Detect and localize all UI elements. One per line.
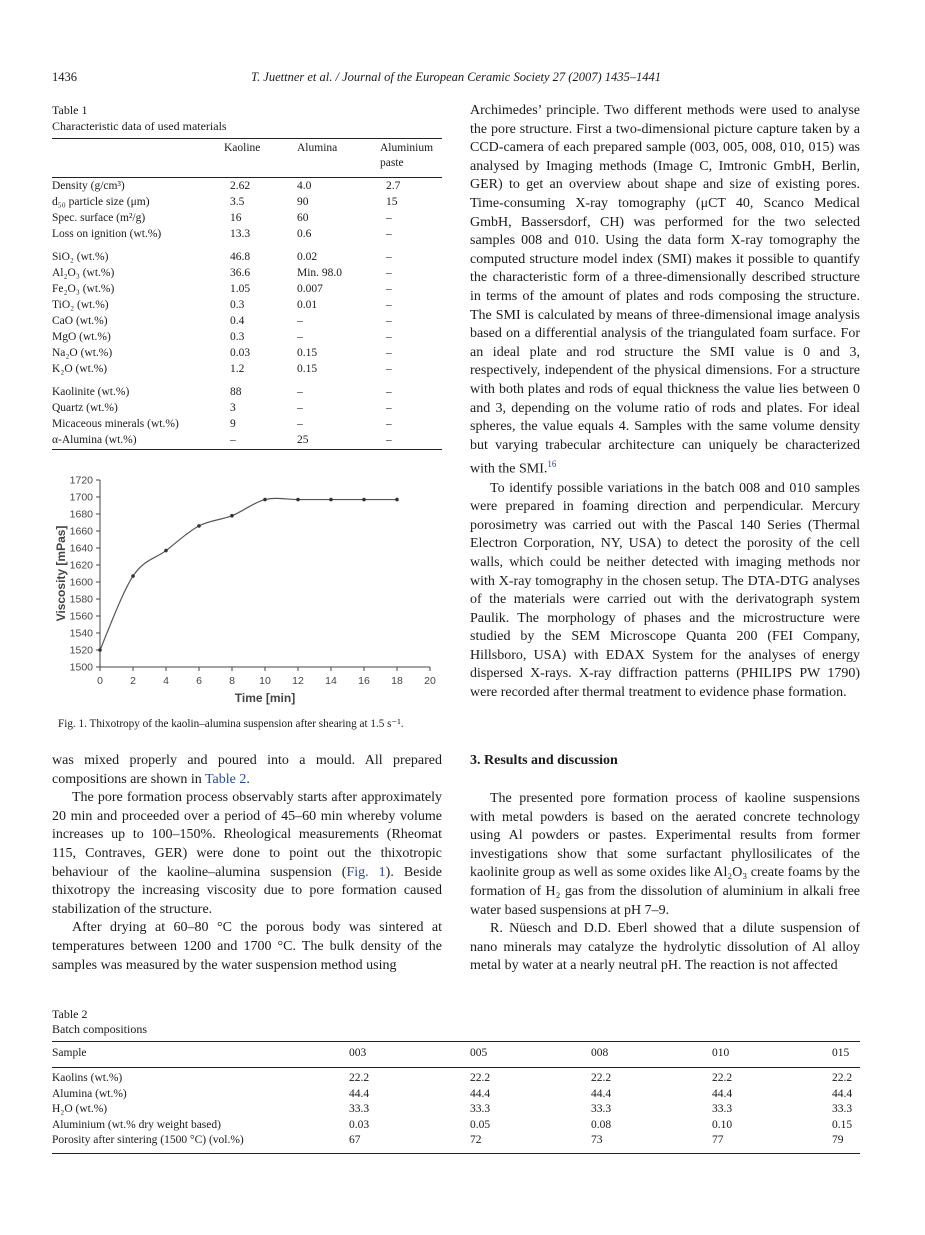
table2-caption: Batch compositions [52, 1022, 147, 1036]
table1-cell: 1.05 [230, 283, 251, 295]
right-column-text-2 [470, 790, 860, 976]
table1-row-label: SiO₂ (wt.%) [52, 251, 109, 263]
table2-row-label: Porosity after sintering (1500 °C) (vol.%) [52, 1134, 244, 1146]
table2-cell: 44.4 [591, 1087, 612, 1100]
table1-row-label: Fe₂O₃ (wt.%) [52, 283, 115, 295]
table1-caption-block [52, 102, 227, 134]
table2-link[interactable]: Table 2 [204, 771, 247, 787]
table2-row-label: Kaolins (wt.%) [52, 1072, 123, 1084]
paragraph-text: was mixed properly and poured into a mould. All prepared compositions are shown in [52, 753, 442, 787]
table1-cell: 46.8 [230, 251, 251, 263]
table1-cell: – [230, 434, 236, 446]
table1-row-label: TiO₂ (wt.%) [52, 299, 109, 311]
table1-col-header: Kaoline [224, 142, 261, 154]
paragraph-text: The pore formation process observably starts after approximately 20 min and proceeded over a period of 45–60 min whereby volume increases up to 100–150%. Rheological measurements (Rheomat 115, Contraves, GER) were done to point out the thixotropic behaviour of the kaoline–alumina suspension ( [52, 790, 442, 880]
table1-header-row [52, 142, 442, 158]
table1-row-label: MgO (wt.%) [52, 331, 111, 343]
x-tick-label: 14 [325, 675, 337, 687]
table1-cell: 0.007 [297, 283, 323, 295]
table2-label: Table 2 [52, 1007, 88, 1021]
viscosity-series-line [100, 498, 397, 650]
table1-row-label: Kaolinite (wt.%) [52, 386, 130, 398]
table2-row-label: Alumina (wt.%) [52, 1087, 127, 1100]
table1-row-label: K₂O (wt.%) [52, 363, 108, 375]
table1-cell: – [386, 402, 392, 414]
table1-row [52, 331, 442, 347]
table1-cell: 0.03 [230, 347, 251, 359]
table2-cell: 33.3 [591, 1103, 612, 1115]
table2-cell: 44.4 [712, 1087, 733, 1100]
table1-cell: – [386, 386, 392, 398]
table2-row [52, 1072, 860, 1088]
fig1-link[interactable]: Fig. 1 [346, 864, 386, 880]
table2-cell: 22.2 [470, 1072, 491, 1084]
table1-cell: – [386, 363, 392, 375]
table1-cell: 0.6 [297, 228, 312, 240]
table1-cell: – [297, 315, 303, 327]
x-tick-label: 10 [259, 675, 271, 687]
x-axis-label: Time [min] [234, 691, 296, 705]
table1-row-label: Na₂O (wt.%) [52, 347, 113, 359]
table1-cell: 9 [230, 418, 236, 430]
reference-link[interactable]: 16 [547, 459, 557, 470]
table2-cell: 33.3 [712, 1103, 733, 1115]
paragraph: R. Nüesch and D.D. Eberl showed that a dilute suspension of nano minerals may catalyze the hydrolytic dissolution of Al alloy metal by water at a nearly neutral pH. The reaction is not affected [470, 921, 860, 974]
table1-cell: 88 [230, 386, 242, 398]
table1-bottom-rule [52, 449, 442, 450]
table1-cell: 2.62 [230, 180, 251, 192]
table1-cell: – [386, 283, 392, 295]
table1-row [52, 251, 442, 267]
data-point [131, 574, 135, 578]
table1-cell: 0.3 [230, 331, 245, 343]
table2-col-header: 010 [712, 1047, 730, 1059]
x-tick-label: 18 [391, 675, 403, 687]
table2-cell: 0.08 [591, 1118, 612, 1131]
table1-row-label: Spec. surface (m²/g) [52, 212, 146, 224]
table1-cell: 1.2 [230, 363, 245, 375]
y-tick-label: 1560 [69, 610, 93, 623]
table1-cell: 0.02 [297, 251, 318, 263]
table1-col-header: Aluminium [380, 142, 434, 154]
data-point [197, 524, 201, 528]
table1-row-label: CaO (wt.%) [52, 315, 108, 327]
y-tick-label: 1720 [69, 474, 93, 487]
table1-header-rule [52, 177, 442, 178]
x-tick-label: 16 [358, 675, 370, 687]
table1-cell: 0.01 [297, 299, 318, 311]
table1-cell: 3 [230, 402, 236, 414]
table1-row [52, 434, 442, 450]
table1-col-header: paste [380, 157, 404, 169]
table1-cell: – [386, 418, 392, 430]
paragraph [470, 102, 860, 480]
paragraph: To identify possible variations in the batch 008 and 010 samples were prepared in foaming direction and perpendicular. Mercury porosimetry was carried out with the Pascal 140 Series (Thermal Electron Corporation, NY, USA) to detect the porosity of the cell walls, which could be neither detected with imaging methods nor with X-ray tomography in the chosen setup. The DTA-DTG analyses of the materials were carried out with the derivatograph system Paulik. The morphology of phases and the microstructure were studied by the SEM Microscope Quanta 200 (FEI Company, Hillsboro, USA) with EDAX System for the analyses of energy dispersed X-rays. X-ray diffraction patterns (PHILIPS PW 1790) were recorded after thermal treatment to evidence phase formation. [470, 480, 860, 701]
table1-col-header: Alumina [297, 142, 338, 154]
table2-row-label: H₂O (wt.%) [52, 1103, 108, 1115]
table1-row [52, 363, 442, 379]
y-tick-label: 1700 [69, 491, 93, 504]
table2-cell: 22.2 [591, 1072, 612, 1084]
table2-top-rule [52, 1041, 860, 1042]
table2-cell: 79 [832, 1134, 844, 1146]
table2-cell: 22.2 [712, 1072, 733, 1084]
table2-cell: 44.4 [349, 1087, 370, 1100]
table2-cell: 22.2 [349, 1072, 370, 1084]
x-tick-label: 4 [163, 675, 169, 687]
table1-row [52, 212, 442, 228]
table1-row [52, 299, 442, 315]
table2-row [52, 1088, 860, 1104]
running-citation: T. Juettner et al. / Journal of the European Ceramic Society 27 (2007) 1435–1441 [251, 70, 661, 84]
data-point [164, 549, 168, 553]
table2-row [52, 1134, 860, 1150]
table1-cell: 3.5 [230, 196, 245, 208]
x-tick-label: 0 [97, 675, 103, 687]
table2-cell: 67 [349, 1134, 361, 1146]
table1-row [52, 180, 442, 196]
table2-bottom-rule [52, 1153, 860, 1154]
table2-cell: 72 [470, 1134, 482, 1146]
table1-cell: – [297, 386, 303, 398]
table1-cell: 15 [386, 196, 398, 208]
table2-col-header: 005 [470, 1047, 488, 1059]
table1-row-label: d₅₀ particle size (μm) [52, 196, 150, 208]
table1-cell: – [386, 251, 392, 263]
y-axis-label: Viscosity [mPas] [54, 525, 68, 622]
table1-row [52, 315, 442, 331]
data-point [362, 498, 366, 502]
table1-cell: 60 [297, 212, 309, 224]
data-point [263, 498, 267, 502]
table1-cell: – [297, 331, 303, 343]
table1-row [52, 267, 442, 283]
table2-col-header: 015 [832, 1047, 850, 1059]
table1-row-label: Density (g/cm³) [52, 180, 125, 192]
table1-cell: 13.3 [230, 228, 251, 240]
table1-cell: 2.7 [386, 180, 401, 192]
table1-cell: – [297, 402, 303, 414]
table1-row-label: α-Alumina (wt.%) [52, 434, 137, 446]
table2-cell: 73 [591, 1134, 603, 1146]
table1-caption: Characteristic data of used materials [52, 119, 227, 133]
table1-cell: – [386, 228, 392, 240]
table2-row-label: Aluminium (wt.% dry weight based) [52, 1118, 221, 1131]
paragraph-text: Archimedes’ principle. Two different methods were used to analyse the pore structure. First a two-dimensional picture capture taken by a CCD-camera of each prepared sample (003, 005, 008, 010, 015) was analysed by Imaging methods (Image C, Imtronic GmbH, Berlin, GER) to get an overview about shape and size of existing pores. Time-consuming X-ray tomography (μCT 40, Scanco Medical GmbH, Bassersdorf, CH) was performed for the two selected samples 008 and 010. Using the data form X-ray tomography the computed structure model index (SMI) makes it possible to quantify the characteristic form of a three-dimensionally described structure in terms of the amount of plates and rods composing the structure. The SMI is calculated by means of three-dimensional image analysis based on a differential analysis of the triangulated foam surface. For an ideal plate and rod structure the SMI value is 0 and 3, respectively, independent of the physical dimensions. For a structure with both plates and rods of equal thickness the value lies between 0 and 3, depending on the volume ratio of rods and plates. For ideal spheres, the value equals 4. Samples with the same volume density but varying trabecular architecture can uniquely be characterized with the SMI. [470, 103, 860, 477]
figure1-caption: Fig. 1. Thixotropy of the kaolin–alumina suspension after shearing at 1.5 s⁻¹. [58, 718, 404, 730]
page-number: 1436 [52, 70, 77, 84]
y-tick-label: 1640 [69, 542, 93, 555]
table1-cell: 90 [297, 196, 309, 208]
table1-row-label: Al₂O₃ (wt.%) [52, 267, 115, 279]
table1-row [52, 196, 442, 212]
table1-row [52, 228, 442, 244]
table1-row [52, 402, 442, 418]
table1-row-label: Quartz (wt.%) [52, 402, 118, 414]
table1-header-row-2 [52, 157, 442, 173]
table1-cell: 0.15 [297, 363, 318, 375]
x-tick-label: 20 [424, 675, 436, 687]
y-tick-label: 1660 [69, 525, 93, 538]
paragraph-text: ). Beside thixotropy the increasing viscosity due to pore formation caused stabilization of the structure. [52, 864, 442, 917]
table1-cell: – [297, 418, 303, 430]
table2-col-header: Sample [52, 1047, 87, 1059]
table1-row [52, 418, 442, 434]
table1-row-label: Micaceous minerals (wt.%) [52, 418, 179, 430]
y-tick-label: 1540 [69, 627, 93, 640]
table1-cell: 25 [297, 434, 309, 446]
table2-row [52, 1119, 860, 1135]
table2-header-rule [52, 1067, 860, 1068]
table2-col-header: 003 [349, 1047, 367, 1059]
table2-col-header: 008 [591, 1047, 609, 1059]
data-point [230, 514, 234, 518]
table1-label: Table 1 [52, 103, 88, 117]
y-tick-label: 1500 [69, 661, 93, 674]
table2-cell: 0.05 [470, 1118, 491, 1131]
table1-cell: 16 [230, 212, 242, 224]
x-tick-label: 8 [229, 675, 235, 687]
y-tick-label: 1580 [69, 593, 93, 606]
x-tick-label: 6 [196, 675, 202, 687]
table1-cell: 36.6 [230, 267, 251, 279]
y-tick-label: 1600 [69, 576, 93, 589]
y-tick-label: 1680 [69, 508, 93, 521]
table2-cell: 44.4 [832, 1087, 853, 1100]
table2-cell: 44.4 [470, 1087, 491, 1100]
left-column-text [52, 752, 442, 975]
data-point [395, 498, 399, 502]
table1-cell: – [386, 347, 392, 359]
table2-cell: 33.3 [832, 1103, 853, 1115]
table1-cell: 0.3 [230, 299, 245, 311]
table2-header-row [52, 1047, 860, 1063]
table1-cell: 0.15 [297, 347, 318, 359]
table1-row [52, 283, 442, 299]
table2-cell: 22.2 [832, 1072, 853, 1084]
paragraph [52, 789, 442, 919]
paragraph [52, 752, 442, 789]
x-tick-label: 12 [292, 675, 304, 687]
table1-cell: Min. 98.0 [297, 267, 343, 279]
table1-row-label: Loss on ignition (wt.%) [52, 228, 162, 240]
right-column-text [470, 102, 860, 703]
y-tick-label: 1520 [69, 644, 93, 657]
table1-top-rule [52, 138, 442, 139]
data-point [329, 498, 333, 502]
paragraph: The presented pore formation process of kaoline suspensions with metal powders is based on the aerated concrete technology using Al powders or pastes. Experimental results from former investigations show that some surfactant phyllosilicates of the kaolinite group as well as some oxides like Al₂O₃ create foams by the formation of H₂ gas from the dissolution of aluminium in alkali free water based suspensions at pH 7–9. [470, 791, 860, 918]
data-point [98, 648, 102, 652]
x-tick-label: 2 [130, 675, 136, 687]
table1-cell: – [386, 434, 392, 446]
table2-cell: 0.03 [349, 1118, 370, 1131]
table2-row [52, 1103, 860, 1119]
table1-cell: 0.4 [230, 315, 245, 327]
table2-cell: 77 [712, 1134, 724, 1146]
table2-caption-block [52, 1007, 147, 1037]
table1-cell: – [386, 267, 392, 279]
viscosity-chart [52, 468, 447, 718]
table2-cell: 0.15 [832, 1118, 853, 1131]
section-heading: 3. Results and discussion [470, 753, 618, 768]
table1-row [52, 347, 442, 363]
table1-cell: – [386, 331, 392, 343]
table2-cell: 33.3 [349, 1103, 370, 1115]
data-point [296, 498, 300, 502]
table1-cell: – [386, 212, 392, 224]
table1-cell: – [386, 299, 392, 311]
table1-cell: – [386, 315, 392, 327]
y-tick-label: 1620 [69, 559, 93, 572]
table1-row [52, 386, 442, 402]
table1-cell: 4.0 [297, 180, 312, 192]
table2-cell: 0.10 [712, 1118, 733, 1131]
table2-cell: 33.3 [470, 1103, 491, 1115]
paragraph-text: . [246, 771, 250, 787]
paragraph: After drying at 60–80 °C the porous body was sintered at temperatures between 1200 and 1700 °C. The bulk density of the samples was measured by the water suspension method using [52, 920, 442, 973]
